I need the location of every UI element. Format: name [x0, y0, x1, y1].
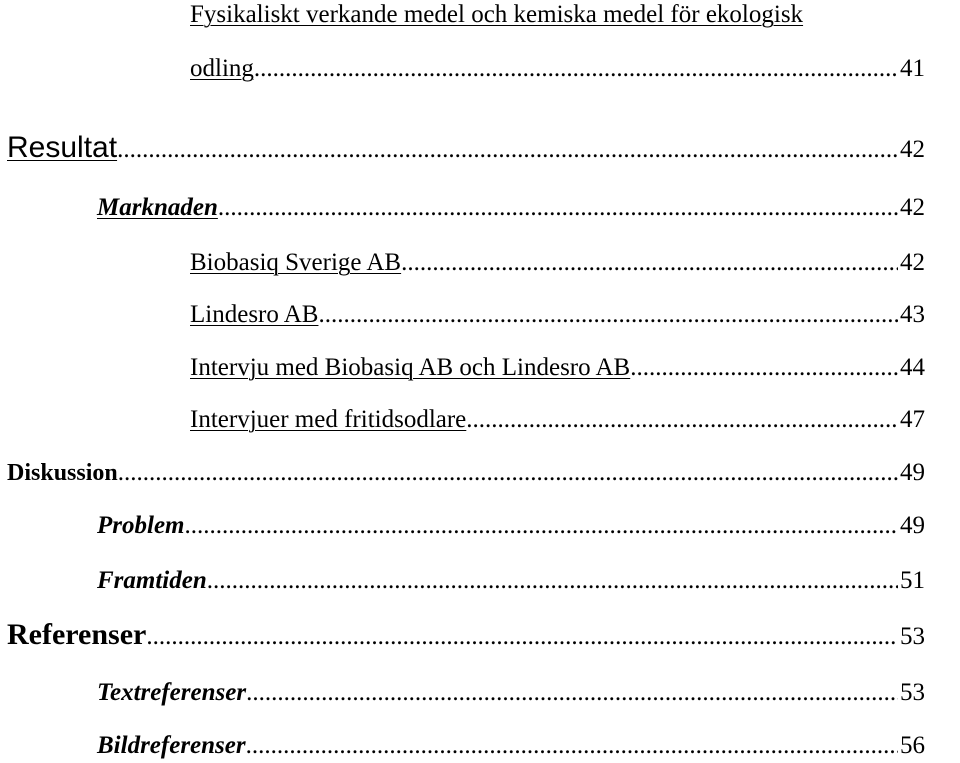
toc-entry-title[interactable]: Diskussion	[7, 460, 118, 486]
toc-entry-title[interactable]: Marknaden	[97, 194, 218, 221]
toc-entry[interactable]	[190, 302, 925, 327]
toc-entry[interactable]	[97, 733, 925, 758]
toc-entry[interactable]	[190, 56, 925, 81]
toc-page-number: 49	[900, 459, 925, 486]
toc-page-number: 47	[900, 406, 925, 433]
toc-entry-title[interactable]: Intervjuer med fritidsodlare	[190, 406, 467, 433]
leader-dots	[630, 355, 898, 380]
toc-page-number: 42	[900, 194, 925, 221]
toc-entry[interactable]	[97, 680, 925, 705]
toc-page-number: 44	[900, 354, 925, 381]
leader-dots	[466, 407, 898, 432]
toc-entry-title-first-line	[190, 2, 803, 27]
toc-page-number: 41	[900, 55, 925, 82]
toc-entry[interactable]	[7, 460, 925, 485]
toc-page-number: 49	[900, 512, 925, 539]
toc-entry-title[interactable]: Textreferenser	[97, 679, 247, 706]
toc-entry-title[interactable]: Resultat	[7, 131, 118, 164]
leader-dots	[118, 460, 898, 485]
toc-entry[interactable]	[190, 407, 925, 432]
leader-dots	[218, 195, 898, 220]
leader-dots	[246, 733, 898, 758]
toc-entry-title[interactable]: Framtiden	[97, 567, 207, 594]
leader-dots	[254, 56, 898, 81]
leader-dots	[117, 137, 898, 162]
toc-entry[interactable]	[7, 620, 925, 650]
toc-entry-title[interactable]: Bildreferenser	[97, 732, 246, 759]
toc-entry[interactable]	[190, 355, 925, 380]
toc-entry[interactable]	[97, 513, 925, 538]
toc-entry[interactable]	[7, 133, 925, 163]
toc-page-number: 53	[900, 623, 925, 650]
toc-entry-title[interactable]: Fysikaliskt verkande medel och kemiska medel för ekologisk	[190, 1, 804, 28]
toc-page-number: 43	[900, 301, 925, 328]
leader-dots	[246, 680, 898, 705]
toc-page-number: 42	[900, 249, 925, 276]
leader-dots	[185, 513, 899, 538]
toc-entry[interactable]	[97, 195, 925, 220]
leader-dots	[401, 250, 898, 275]
toc-entry[interactable]	[97, 568, 925, 593]
toc-entry-title[interactable]: odling	[190, 55, 254, 82]
toc-page-number: 51	[900, 567, 925, 594]
toc-entry[interactable]	[190, 250, 925, 275]
toc-page-number: 56	[900, 732, 925, 759]
leader-dots	[207, 568, 898, 593]
leader-dots	[318, 302, 898, 327]
toc-page-number: 42	[900, 136, 925, 163]
leader-dots	[146, 624, 898, 649]
toc-entry-title[interactable]: Lindesro AB	[190, 301, 319, 328]
toc-entry-title[interactable]: Intervju med Biobasiq AB och Lindesro AB	[190, 354, 631, 381]
toc-entry-title[interactable]: Referenser	[7, 618, 147, 651]
toc-entry-title[interactable]: Problem	[97, 512, 185, 539]
toc-entry-title[interactable]: Biobasiq Sverige AB	[190, 249, 402, 276]
toc-page-number: 53	[900, 679, 925, 706]
